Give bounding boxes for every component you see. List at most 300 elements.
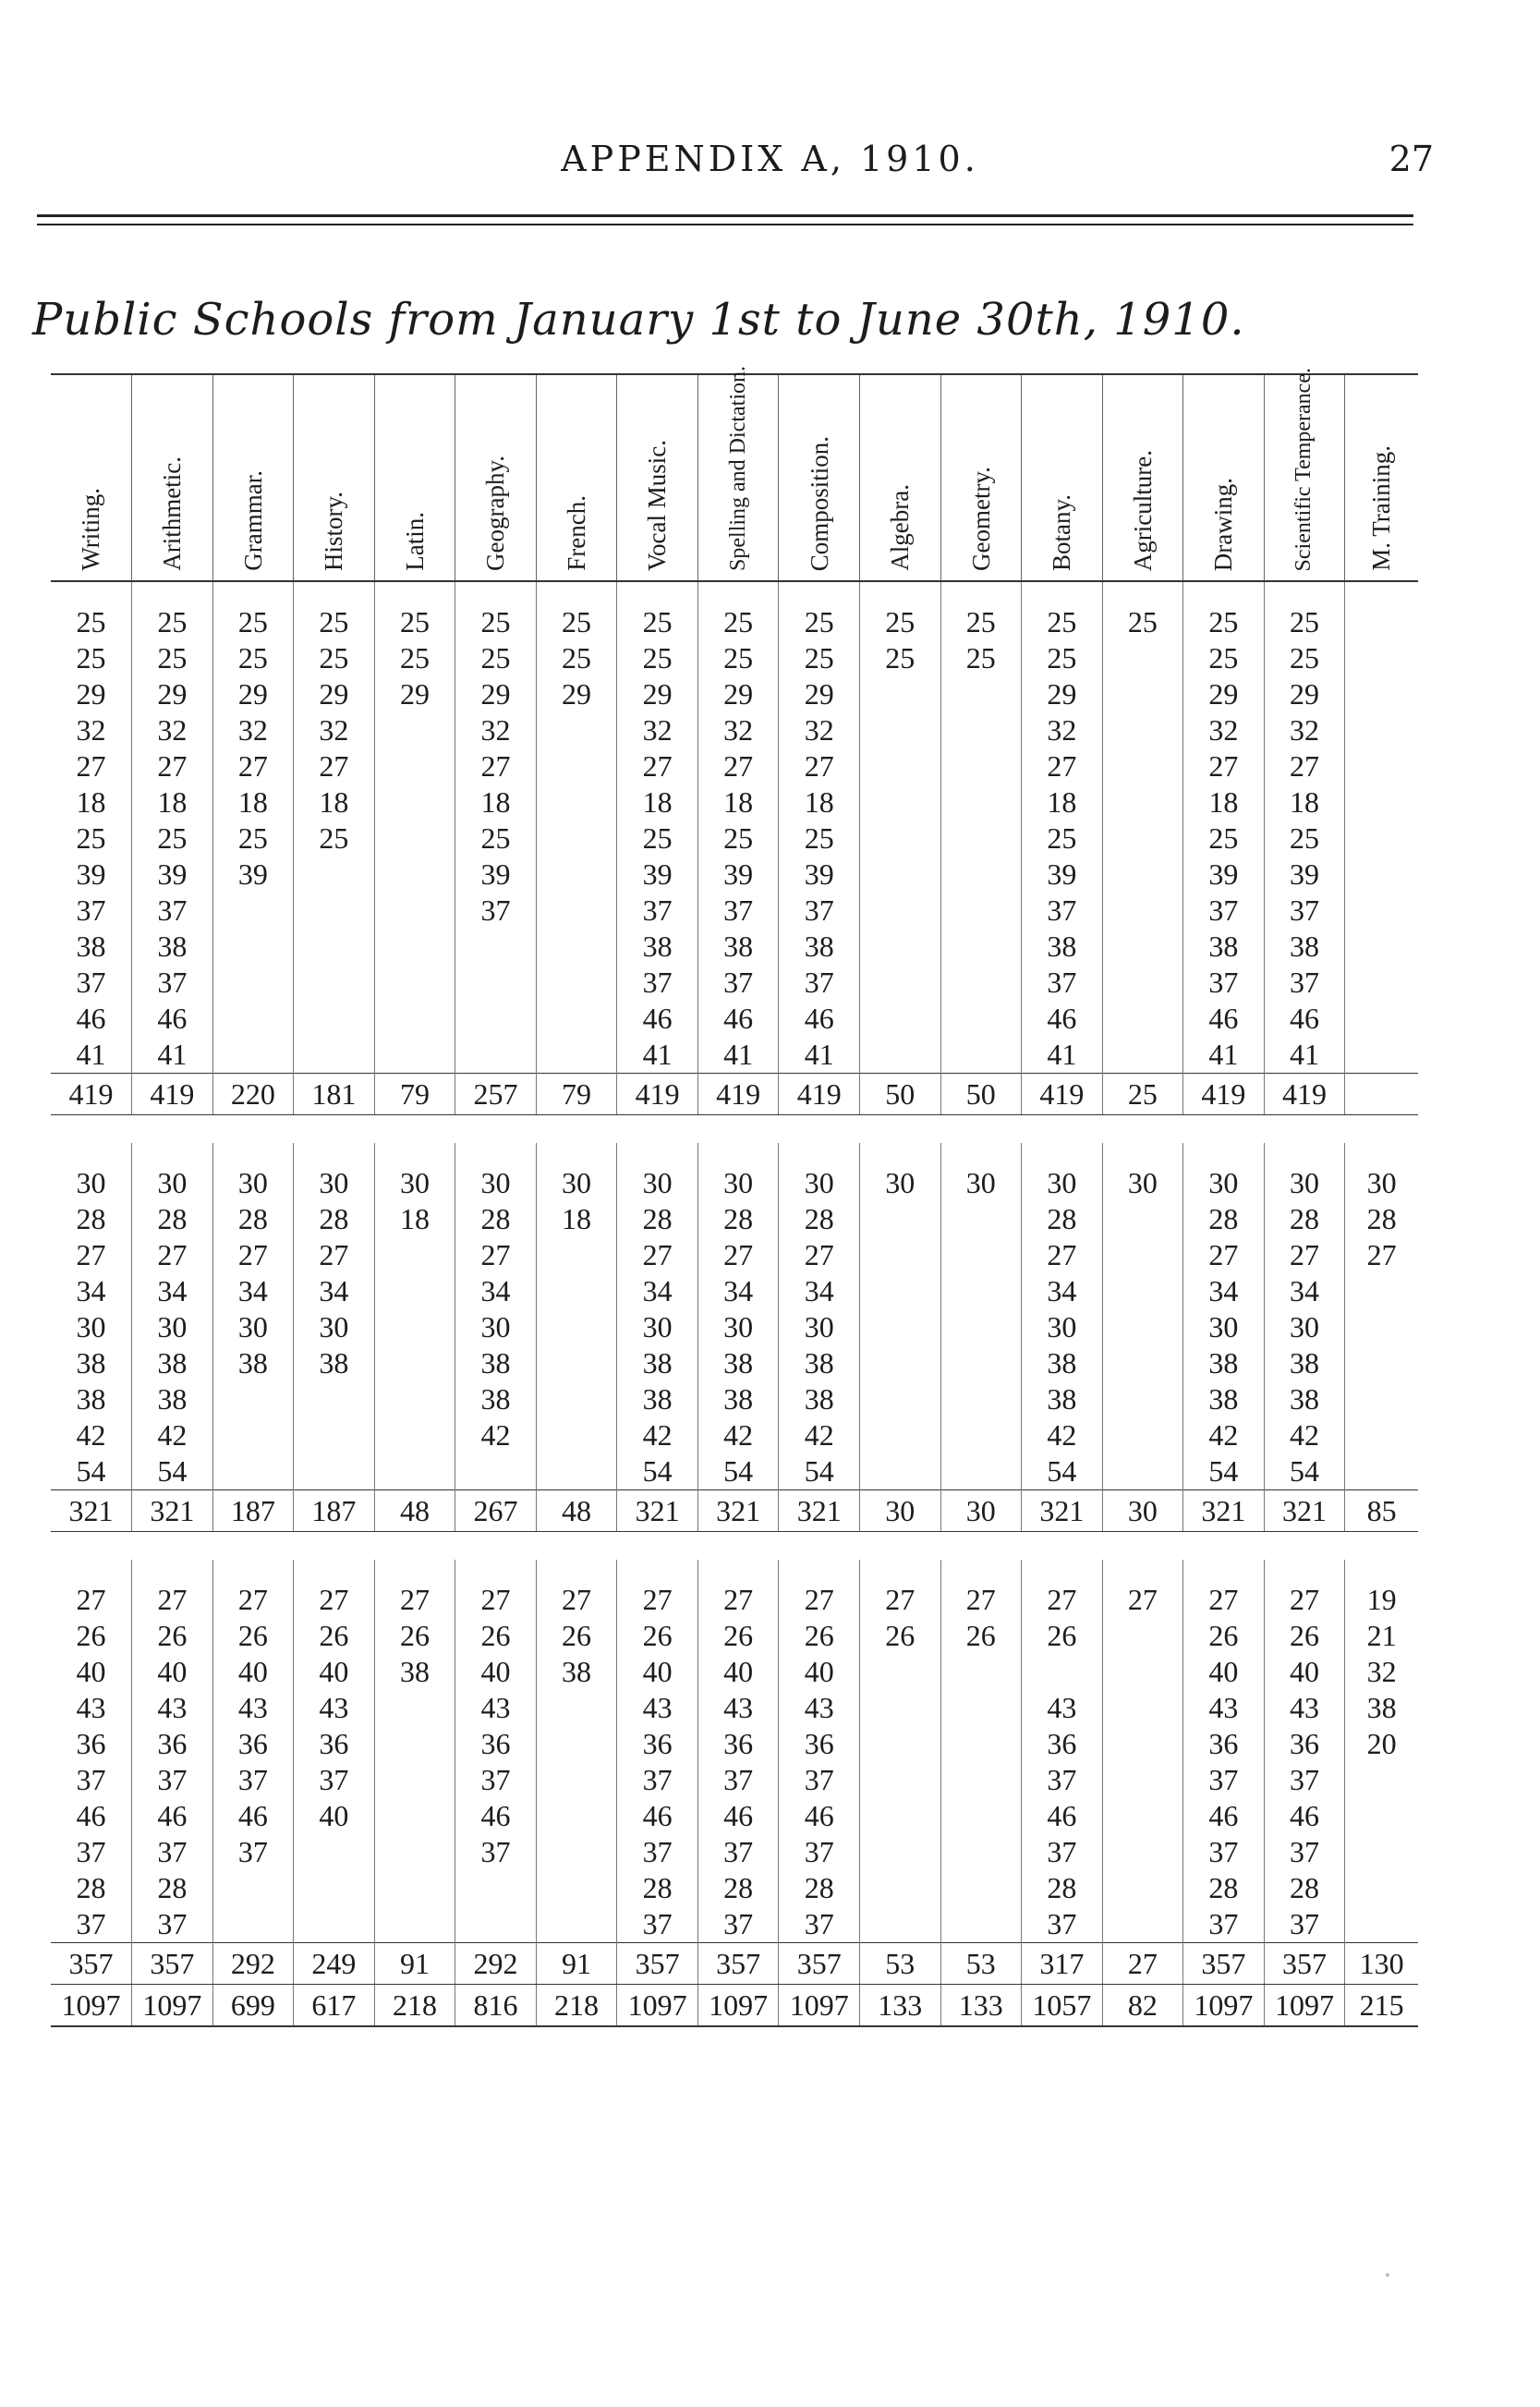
- table-cell: [374, 712, 455, 748]
- table-cell: [374, 1453, 455, 1490]
- table-cell: 133: [940, 1985, 1022, 2027]
- table-cell: 30: [536, 1143, 617, 1201]
- table-cell: [859, 1237, 940, 1273]
- table-cell: 28: [617, 1870, 698, 1906]
- table-cell: [940, 1001, 1022, 1037]
- table-cell: 43: [1264, 1690, 1345, 1726]
- table-cell: 40: [617, 1654, 698, 1690]
- column-header: [1345, 374, 1418, 581]
- table-cell: 699: [212, 1985, 294, 2027]
- table-cell: 27: [212, 1560, 294, 1618]
- table-cell: 30: [212, 1143, 294, 1201]
- table-cell: [374, 1273, 455, 1309]
- table-cell: 79: [374, 1074, 455, 1115]
- table-cell: 53: [859, 1943, 940, 1985]
- table-cell: 39: [132, 857, 213, 893]
- table-cell: [1102, 1618, 1183, 1654]
- table-cell: [374, 748, 455, 784]
- table-cell: [294, 929, 375, 965]
- table-cell: 42: [1022, 1417, 1103, 1453]
- table-cell: [1102, 1201, 1183, 1237]
- table-cell: 181: [294, 1074, 375, 1115]
- table-cell: [940, 748, 1022, 784]
- table-cell: 257: [455, 1074, 537, 1115]
- table-cell: [374, 1381, 455, 1417]
- table-cell: [859, 1654, 940, 1690]
- table-cell: [294, 1870, 375, 1906]
- table-cell: [859, 1037, 940, 1074]
- table-cell: 46: [1183, 1798, 1265, 1834]
- table-cell: [1345, 748, 1418, 784]
- column-header-label: Drawing.: [1209, 477, 1238, 571]
- table-row: [51, 1834, 1418, 1870]
- table-cell: 27: [76, 749, 106, 783]
- table-cell: 32: [779, 712, 860, 748]
- table-cell: [1345, 1074, 1418, 1115]
- table-cell: 25: [294, 640, 375, 676]
- table-cell: 43: [617, 1690, 698, 1726]
- table-cell: 419: [51, 1074, 132, 1115]
- table-cell: 32: [1345, 1654, 1418, 1690]
- table-cell: [940, 1726, 1022, 1762]
- table-cell: [859, 1417, 940, 1453]
- table-cell: 27: [455, 1560, 537, 1618]
- column-header-label: Geography.: [481, 456, 510, 571]
- table-cell: 54: [617, 1453, 698, 1490]
- table-cell: 26: [132, 1618, 213, 1654]
- table-cell: [1345, 1381, 1418, 1417]
- table-cell: [1345, 857, 1418, 893]
- column-header: [617, 374, 698, 581]
- table-cell: [1102, 857, 1183, 893]
- table-cell: [536, 748, 617, 784]
- table-cell: [1102, 1762, 1183, 1798]
- table-cell: 27: [1345, 1237, 1418, 1273]
- table-cell: 18: [1022, 784, 1103, 821]
- table-cell: 26: [212, 1618, 294, 1654]
- table-cell: 46: [697, 1798, 779, 1834]
- table-cell: [940, 712, 1022, 748]
- table-cell: 26: [294, 1618, 375, 1654]
- table-cell: [374, 965, 455, 1001]
- table-cell: 38: [455, 1345, 537, 1381]
- table-cell: 1057: [1022, 1985, 1103, 2027]
- table-cell: 30: [779, 1143, 860, 1201]
- table-cell: 27: [617, 1237, 698, 1273]
- table-cell: 27: [1102, 1943, 1183, 1985]
- table-cell: [294, 1906, 375, 1943]
- table-cell: 29: [455, 676, 537, 712]
- table-cell: 617: [294, 1985, 375, 2027]
- table-cell: 38: [779, 929, 860, 965]
- table-cell: 37: [132, 1834, 213, 1870]
- table-cell: 36: [132, 1726, 213, 1762]
- table-cell: 26: [940, 1618, 1022, 1654]
- table-cell: [536, 1381, 617, 1417]
- table-cell: 37: [76, 966, 106, 999]
- table-cell: 34: [779, 1273, 860, 1309]
- table-cell: 25: [132, 640, 213, 676]
- table-cell: 27: [1102, 1560, 1183, 1618]
- table-cell: 34: [1183, 1273, 1265, 1309]
- table-cell: [859, 893, 940, 929]
- table-cell: 25: [697, 581, 779, 640]
- table-cell: 38: [697, 1345, 779, 1381]
- table-cell: 27: [779, 1560, 860, 1618]
- table-cell: 36: [1022, 1726, 1103, 1762]
- table-cell: [374, 857, 455, 893]
- table-cell: 46: [1264, 1001, 1345, 1037]
- table-cell: 36: [1183, 1726, 1265, 1762]
- table-cell: 30: [1183, 1309, 1265, 1345]
- table-cell: [374, 1001, 455, 1037]
- table-cell: 25: [212, 581, 294, 640]
- table-cell: [536, 1345, 617, 1381]
- table-cell: 27: [294, 1560, 375, 1618]
- table-cell: 37: [1264, 1906, 1345, 1943]
- column-header-label: Grammar.: [238, 470, 267, 571]
- table-cell: 18: [212, 784, 294, 821]
- table-cell: 36: [76, 1727, 106, 1760]
- table-cell: [859, 748, 940, 784]
- table-cell: 34: [212, 1273, 294, 1309]
- table-cell: 30: [859, 1143, 940, 1201]
- table-cell: 27: [132, 1560, 213, 1618]
- table-cell: 39: [779, 857, 860, 893]
- table-cell: 29: [1183, 676, 1265, 712]
- table-cell: 46: [212, 1798, 294, 1834]
- table-cell: 357: [1183, 1943, 1265, 1985]
- table-cell: 27: [76, 1583, 106, 1616]
- table-cell: 25: [617, 581, 698, 640]
- table-cell: 25: [1183, 821, 1265, 857]
- column-header: [1183, 374, 1265, 581]
- table-cell: 1097: [617, 1985, 698, 2027]
- table-cell: 46: [132, 1798, 213, 1834]
- table-cell: [859, 965, 940, 1001]
- column-header-label: Writing.: [77, 488, 105, 571]
- table-row: [51, 676, 1418, 712]
- table-row: [51, 929, 1418, 965]
- table-cell: 321: [779, 1490, 860, 1532]
- table-cell: 32: [212, 712, 294, 748]
- table-cell: 1097: [132, 1985, 213, 2027]
- table-cell: 357: [132, 1943, 213, 1985]
- table-cell: 43: [132, 1690, 213, 1726]
- table-cell: 21: [1345, 1618, 1418, 1654]
- table-cell: 32: [697, 712, 779, 748]
- table-cell: [940, 965, 1022, 1001]
- table-cell: 34: [1264, 1273, 1345, 1309]
- table-cell: 37: [1183, 893, 1265, 929]
- table-cell: 25: [859, 640, 940, 676]
- table-cell: 321: [1264, 1490, 1345, 1532]
- table-cell: 40: [294, 1654, 375, 1690]
- table-cell: 26: [859, 1618, 940, 1654]
- table-cell: [1102, 893, 1183, 929]
- table-cell: 25: [536, 640, 617, 676]
- table-cell: [940, 1906, 1022, 1943]
- table-cell: 1097: [697, 1985, 779, 2027]
- table-cell: 28: [1183, 1201, 1265, 1237]
- table-cell: 27: [1022, 748, 1103, 784]
- table-cell: [374, 1762, 455, 1798]
- table-cell: 25: [1264, 640, 1345, 676]
- table-cell: [859, 1798, 940, 1834]
- table-cell: [1102, 712, 1183, 748]
- table-cell: 43: [455, 1690, 537, 1726]
- table-cell: 27: [1264, 1560, 1345, 1618]
- header-rule-thin: [37, 224, 1413, 225]
- table-cell: 28: [697, 1870, 779, 1906]
- table-cell: 46: [76, 1002, 106, 1035]
- table-cell: 37: [617, 1762, 698, 1798]
- table-cell: 30: [374, 1143, 455, 1201]
- table-cell: 357: [51, 1943, 132, 1985]
- table-row: [51, 1906, 1418, 1943]
- table-cell: [536, 1726, 617, 1762]
- table-cell: 38: [212, 1345, 294, 1381]
- table-cell: 82: [1102, 1985, 1183, 2027]
- table-row: [51, 1309, 1418, 1345]
- table-cell: 37: [779, 1762, 860, 1798]
- table-row: [51, 1453, 1418, 1490]
- table-cell: 26: [779, 1618, 860, 1654]
- table-cell: 27: [455, 1237, 537, 1273]
- table-cell: 25: [1022, 581, 1103, 640]
- table-cell: [536, 1798, 617, 1834]
- table-cell: 25: [455, 640, 537, 676]
- table-cell: [455, 1001, 537, 1037]
- column-header: [1102, 374, 1183, 581]
- table-cell: [374, 1037, 455, 1074]
- table-cell: 29: [132, 676, 213, 712]
- table-cell: 91: [374, 1943, 455, 1985]
- table-row: [51, 1273, 1418, 1309]
- table-cell: [294, 1001, 375, 1037]
- table-cell: 37: [455, 1762, 537, 1798]
- table-row: [51, 965, 1418, 1001]
- table-cell: 25: [779, 640, 860, 676]
- table-cell: 1097: [779, 1985, 860, 2027]
- table-cell: 1097: [51, 1985, 132, 2027]
- table-cell: 19: [1345, 1560, 1418, 1618]
- table-cell: 218: [374, 1985, 455, 2027]
- table-cell: [940, 1798, 1022, 1834]
- table-cell: [1345, 893, 1418, 929]
- table-cell: 36: [617, 1726, 698, 1762]
- table-cell: 42: [455, 1417, 537, 1453]
- table-cell: 30: [1264, 1143, 1345, 1201]
- table-cell: 32: [1264, 712, 1345, 748]
- table-cell: 46: [617, 1798, 698, 1834]
- table-cell: 37: [779, 1906, 860, 1943]
- table-cell: 37: [1022, 965, 1103, 1001]
- table-cell: 30: [1183, 1143, 1265, 1201]
- table-cell: [374, 1309, 455, 1345]
- table-cell: [1345, 1870, 1418, 1906]
- table-cell: [940, 893, 1022, 929]
- table-cell: 26: [374, 1618, 455, 1654]
- table-cell: 48: [374, 1490, 455, 1532]
- table-cell: 317: [1022, 1943, 1103, 1985]
- table-cell: 18: [1264, 784, 1345, 821]
- table-cell: 36: [455, 1726, 537, 1762]
- table-cell: 37: [1264, 893, 1345, 929]
- table-cell: [1102, 1237, 1183, 1273]
- table-cell: [1345, 1798, 1418, 1834]
- table-row: [51, 1037, 1418, 1074]
- table-cell: [294, 857, 375, 893]
- table-cell: [374, 1417, 455, 1453]
- table-cell: 26: [697, 1618, 779, 1654]
- table-cell: 37: [132, 1762, 213, 1798]
- table-cell: [1102, 1834, 1183, 1870]
- column-header: [779, 374, 860, 581]
- table-cell: 26: [536, 1618, 617, 1654]
- table-cell: [1102, 1870, 1183, 1906]
- column-header: [374, 374, 455, 581]
- table-cell: 25: [132, 581, 213, 640]
- table-cell: 1097: [1183, 1985, 1265, 2027]
- table-cell: [1102, 784, 1183, 821]
- table-cell: [940, 857, 1022, 893]
- table-cell: [940, 1237, 1022, 1273]
- running-title: APPENDIX A, 1910.: [561, 139, 979, 179]
- table-cell: 357: [617, 1943, 698, 1985]
- table-cell: 37: [455, 893, 537, 929]
- table-cell: 419: [1183, 1074, 1265, 1115]
- table-cell: 37: [697, 1834, 779, 1870]
- table-cell: 37: [697, 893, 779, 929]
- table-cell: 26: [617, 1618, 698, 1654]
- table-cell: [940, 1762, 1022, 1798]
- table-cell: 30: [76, 1166, 106, 1199]
- table-cell: [940, 1417, 1022, 1453]
- table-cell: 37: [76, 1835, 106, 1868]
- table-cell: 27: [536, 1560, 617, 1618]
- table-cell: 41: [617, 1037, 698, 1074]
- table-cell: [536, 1417, 617, 1453]
- table-cell: 34: [76, 1274, 106, 1307]
- table-cell: [1102, 1309, 1183, 1345]
- table-cell: [859, 1201, 940, 1237]
- table-cell: [536, 784, 617, 821]
- column-header-label: Agriculture.: [1128, 449, 1157, 571]
- table-row: [51, 1798, 1418, 1834]
- table-cell: [859, 929, 940, 965]
- subjects-table: [51, 366, 1418, 2027]
- table-cell: [294, 893, 375, 929]
- table-cell: 27: [779, 748, 860, 784]
- table-cell: 28: [1264, 1201, 1345, 1237]
- column-header: [132, 374, 213, 581]
- table-cell: [374, 1798, 455, 1834]
- table-cell: [1102, 1690, 1183, 1726]
- table-cell: [1102, 748, 1183, 784]
- table-cell: [940, 1834, 1022, 1870]
- table-cell: 37: [1264, 1834, 1345, 1870]
- table-cell: 43: [697, 1690, 779, 1726]
- table-cell: 321: [697, 1490, 779, 1532]
- table-cell: [1102, 1798, 1183, 1834]
- running-head: [0, 139, 1540, 185]
- table-cell: 25: [617, 640, 698, 676]
- table-caption: Public Schools from January 1st to June 30th, 1910.: [32, 294, 1245, 346]
- table-cell: 30: [294, 1309, 375, 1345]
- paper-speck: [1386, 2273, 1389, 2277]
- table-cell: 27: [1183, 1237, 1265, 1273]
- table-cell: [940, 1037, 1022, 1074]
- table-cell: 40: [212, 1654, 294, 1690]
- table-cell: 39: [617, 857, 698, 893]
- table-cell: 25: [1102, 581, 1183, 640]
- table-cell: [536, 712, 617, 748]
- table-cell: 25: [212, 640, 294, 676]
- table-cell: 215: [1345, 1985, 1418, 2027]
- table-cell: 37: [617, 965, 698, 1001]
- table-cell: 34: [294, 1273, 375, 1309]
- table-cell: 40: [697, 1654, 779, 1690]
- table-cell: 267: [455, 1490, 537, 1532]
- table-cell: 38: [697, 929, 779, 965]
- table-cell: 28: [76, 1202, 106, 1235]
- table-cell: 18: [455, 784, 537, 821]
- table-cell: 28: [1022, 1201, 1103, 1237]
- table-cell: 37: [1022, 1834, 1103, 1870]
- table-row: [51, 1237, 1418, 1273]
- table-cell: [294, 1417, 375, 1453]
- table-cell: 25: [940, 581, 1022, 640]
- table-cell: 38: [1183, 929, 1265, 965]
- table-cell: 292: [455, 1943, 537, 1985]
- table-cell: [455, 1453, 537, 1490]
- table-cell: [1345, 784, 1418, 821]
- table-cell: 25: [76, 605, 106, 638]
- table-cell: [1102, 1273, 1183, 1309]
- table-cell: 30: [132, 1309, 213, 1345]
- table-cell: 37: [1183, 1906, 1265, 1943]
- table-cell: 133: [859, 1985, 940, 2027]
- table-cell: [1345, 1037, 1418, 1074]
- table-cell: 37: [1022, 1906, 1103, 1943]
- table-cell: 46: [779, 1798, 860, 1834]
- table-cell: [1345, 1417, 1418, 1453]
- table-row: [51, 1726, 1418, 1762]
- table-cell: 30: [132, 1143, 213, 1201]
- table-cell: 42: [617, 1417, 698, 1453]
- column-header-row: [51, 374, 1418, 581]
- table-cell: [374, 784, 455, 821]
- table-cell: 38: [779, 1345, 860, 1381]
- table-cell: [536, 893, 617, 929]
- table-cell: 419: [1022, 1074, 1103, 1115]
- table-cell: 27: [212, 1237, 294, 1273]
- table-cell: 46: [1264, 1798, 1345, 1834]
- table-cell: [374, 1690, 455, 1726]
- table-cell: [1102, 1381, 1183, 1417]
- table-cell: [1102, 965, 1183, 1001]
- table-cell: 419: [697, 1074, 779, 1115]
- table-cell: 28: [132, 1870, 213, 1906]
- table-cell: 79: [536, 1074, 617, 1115]
- table-cell: 32: [617, 712, 698, 748]
- group-spacer: [51, 1532, 1418, 1561]
- table-cell: 30: [940, 1490, 1022, 1532]
- table-cell: 46: [1022, 1798, 1103, 1834]
- table-cell: 25: [697, 640, 779, 676]
- table-cell: 40: [1183, 1654, 1265, 1690]
